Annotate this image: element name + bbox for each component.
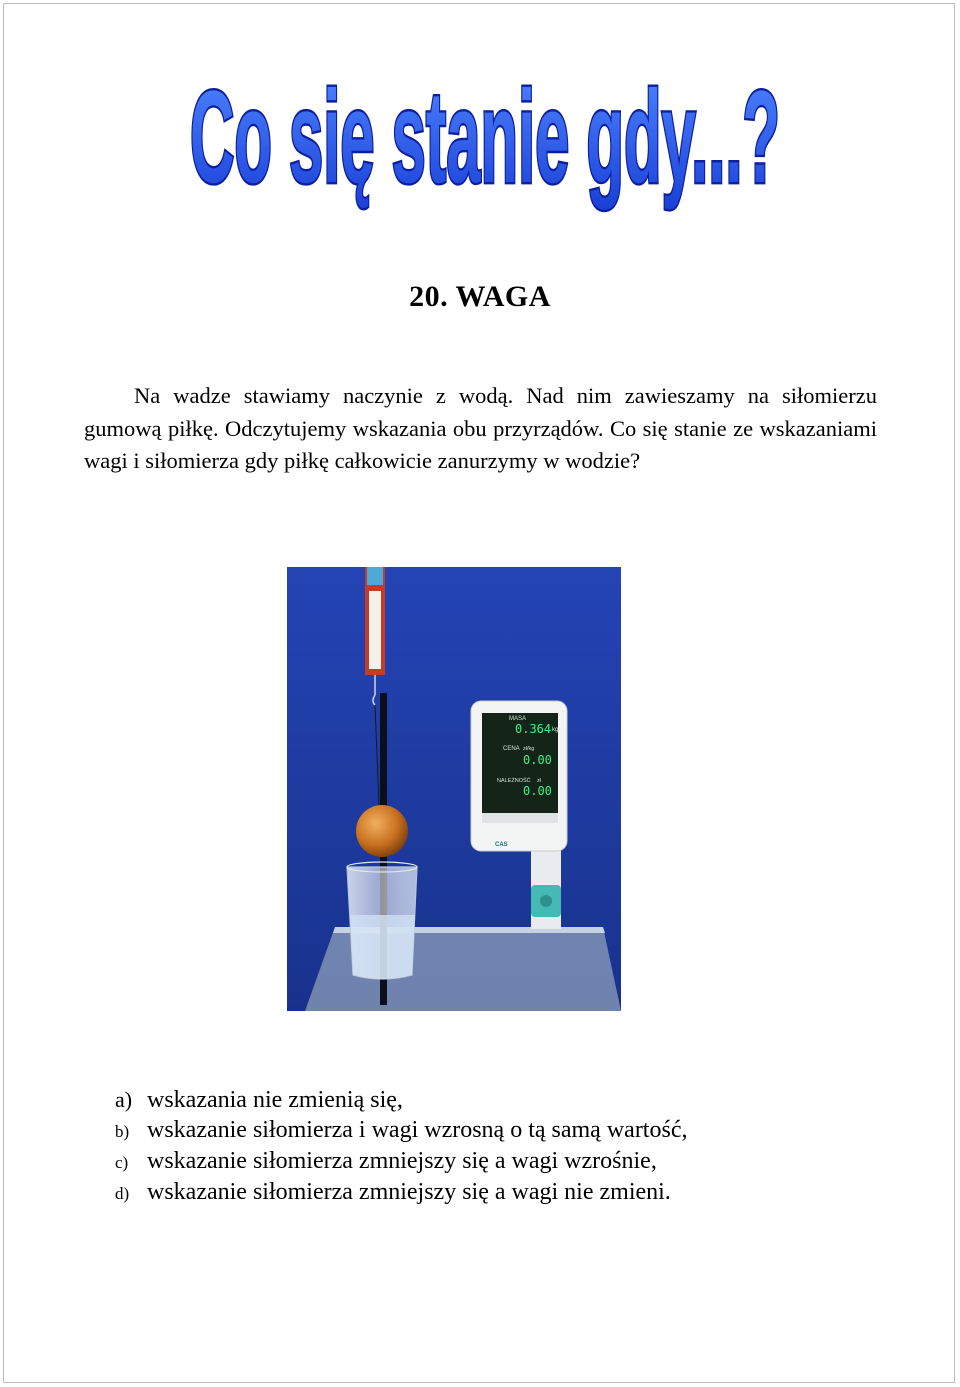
answer-letter: c) bbox=[115, 1153, 129, 1172]
cena-value: 0.00 bbox=[523, 753, 552, 767]
answer-option-c[interactable] bbox=[115, 1146, 687, 1177]
experiment-photo bbox=[287, 567, 621, 1011]
masa-value: 0.364 bbox=[515, 722, 552, 736]
answer-letter: a) bbox=[115, 1087, 133, 1112]
masa-label: MASA bbox=[509, 716, 527, 722]
rubber-ball bbox=[356, 805, 408, 857]
cena-label: CENA bbox=[503, 746, 520, 752]
naleznosc-label: NALEŻNOŚĆ bbox=[497, 778, 531, 784]
answer-text: wskazanie siłomierza zmniejszy się a wagi wzrośnie, bbox=[147, 1148, 657, 1174]
page-title: 20. WAGA bbox=[409, 280, 551, 313]
masa-unit: kg bbox=[552, 727, 559, 733]
answer-option-b[interactable] bbox=[115, 1115, 687, 1146]
answer-letter: b) bbox=[115, 1122, 130, 1141]
question-text: Na wadze stawiamy naczynie z wodą. Nad nim zawieszamy na siłomierzu gumową piłkę. Odczytujemy wskazania obu przyrządów. Co się stanie ze wskazaniami wagi i siłomierza gdy piłkę całkowicie zanurzymy w wodzie? bbox=[84, 383, 877, 473]
naleznosc-value: 0.00 bbox=[523, 784, 552, 798]
water bbox=[350, 915, 415, 979]
naleznosc-unit: zł bbox=[537, 778, 541, 784]
answer-text: wskazania nie zmienią się, bbox=[147, 1087, 403, 1113]
answer-text: wskazanie siłomierza i wagi wzrosną o tą samą wartość, bbox=[147, 1117, 688, 1143]
answer-letter: d) bbox=[115, 1184, 130, 1203]
answer-option-d[interactable] bbox=[115, 1177, 687, 1208]
answer-option-a[interactable] bbox=[115, 1084, 687, 1115]
answer-text: wskazanie siłomierza zmniejszy się a wagi nie zmieni. bbox=[147, 1179, 671, 1205]
answer-list bbox=[115, 1084, 687, 1208]
wordart-text: Co się stanie gdy...? bbox=[189, 64, 780, 211]
scale-brand: CAS bbox=[495, 842, 508, 848]
wordart-heading bbox=[170, 62, 800, 227]
cena-unit: zł/kg bbox=[523, 746, 535, 752]
